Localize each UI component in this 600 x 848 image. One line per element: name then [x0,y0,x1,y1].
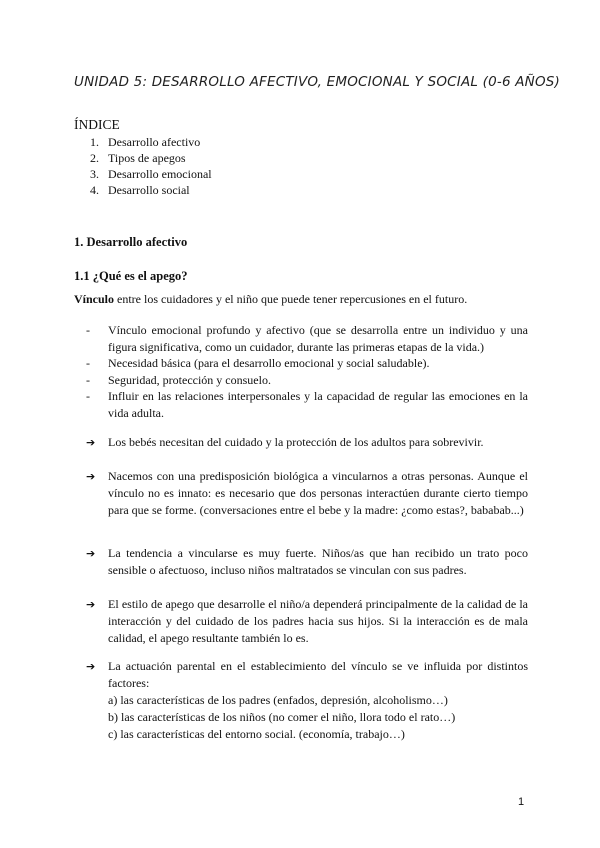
bullet-item [86,322,528,355]
factor-line: a) las características de los padres (enfados, depresión, alcoholismo…) [108,693,448,707]
arrow-point [86,468,528,519]
bullet-text: Seguridad, protección y consuelo. [108,372,271,387]
arrow-text: Los bebés necesitan del cuidado y la protección de los adultos para sobrevivir. [108,435,484,449]
arrow-text: Nacemos con una predisposición biológica a vincularnos a otras personas. Aunque el vínculo no es innato: es necesario que dos personas interactúen durante cierto tiempo para que se forme. (conversaciones entre el bebe y la madre: ¿como estas?, bababab...) [108,469,528,517]
arrow-text: La tendencia a vincularse es muy fuerte. Niños/as que han recibido un trato poco sensible o afectuoso, incluso niños maltratados se vinculan con sus padres. [108,546,528,577]
intro-text: entre los cuidadores y el niño que puede tener repercusiones en el futuro. [114,292,468,306]
arrow-text: La actuación parental en el establecimiento del vínculo se ve influida por distintos factores: [108,659,528,690]
index-item-label: Tipos de apegos [108,151,186,165]
intro-bold-term: Vínculo [74,292,115,306]
arrow-point [86,596,528,647]
index-item-number: 4. [90,183,99,197]
index-heading: ÍNDICE [74,117,120,132]
arrow-icon: ➔ [86,436,96,449]
index-item-label: Desarrollo social [108,183,190,197]
arrow-icon: ➔ [86,598,96,611]
index-item [90,182,212,198]
arrow-point [86,434,528,451]
index-item [90,150,212,166]
intro-paragraph [74,292,534,307]
bullet-text: Necesidad básica (para el desarrollo emocional y social saludable). [108,356,430,370]
index-item-label: Desarrollo afectivo [108,135,201,149]
bullet-list [86,322,528,421]
arrow-text: El estilo de apego que desarrolle el niño/a dependerá principalmente de la calidad de la interacción y del cuidado de los padres hacia sus hijos. Si la interacción es de mala calidad, el apego resultante también lo es. [108,597,528,645]
factor-line: c) las características del entorno social. (economía, trabajo…) [108,727,405,741]
dash-marker: - [86,323,90,337]
index-list [90,134,212,198]
arrow-icon: ➔ [86,547,96,560]
arrow-point [86,545,528,579]
arrow-point [86,658,528,743]
bullet-item [86,388,528,421]
index-item [90,134,212,150]
page-number: 1 [518,796,525,808]
bullet-text: Vínculo emocional profundo y afectivo (que se desarrolla entre un individuo y una figura significativa, como un cuidador, durante las primeras etapas de la vida.) [108,323,528,354]
bullet-text: Influir en las relaciones interpersonales y la capacidad de regular las emociones en la vida adulta. [108,389,528,420]
section-heading: 1. Desarrollo afectivo [74,235,188,249]
index-item [90,166,212,182]
dash-marker: - [86,356,90,370]
bullet-item [86,355,528,372]
dash-marker: - [86,372,90,387]
arrow-icon: ➔ [86,470,96,483]
factor-line: b) las características de los niños (no comer el niño, llora todo el rato…) [108,710,456,724]
dash-marker: - [86,389,90,403]
index-item-number: 3. [90,167,99,181]
index-item-number: 2. [90,151,99,165]
index-item-label: Desarrollo emocional [108,167,212,181]
arrow-icon: ➔ [86,660,96,673]
subsection-heading: 1.1 ¿Qué es el apego? [74,269,188,283]
index-item-number: 1. [90,135,99,149]
bullet-item [86,372,528,389]
document-title: UNIDAD 5: DESARROLLO AFECTIVO, EMOCIONAL Y SOCIAL (0-6 AÑOS) [74,74,561,90]
